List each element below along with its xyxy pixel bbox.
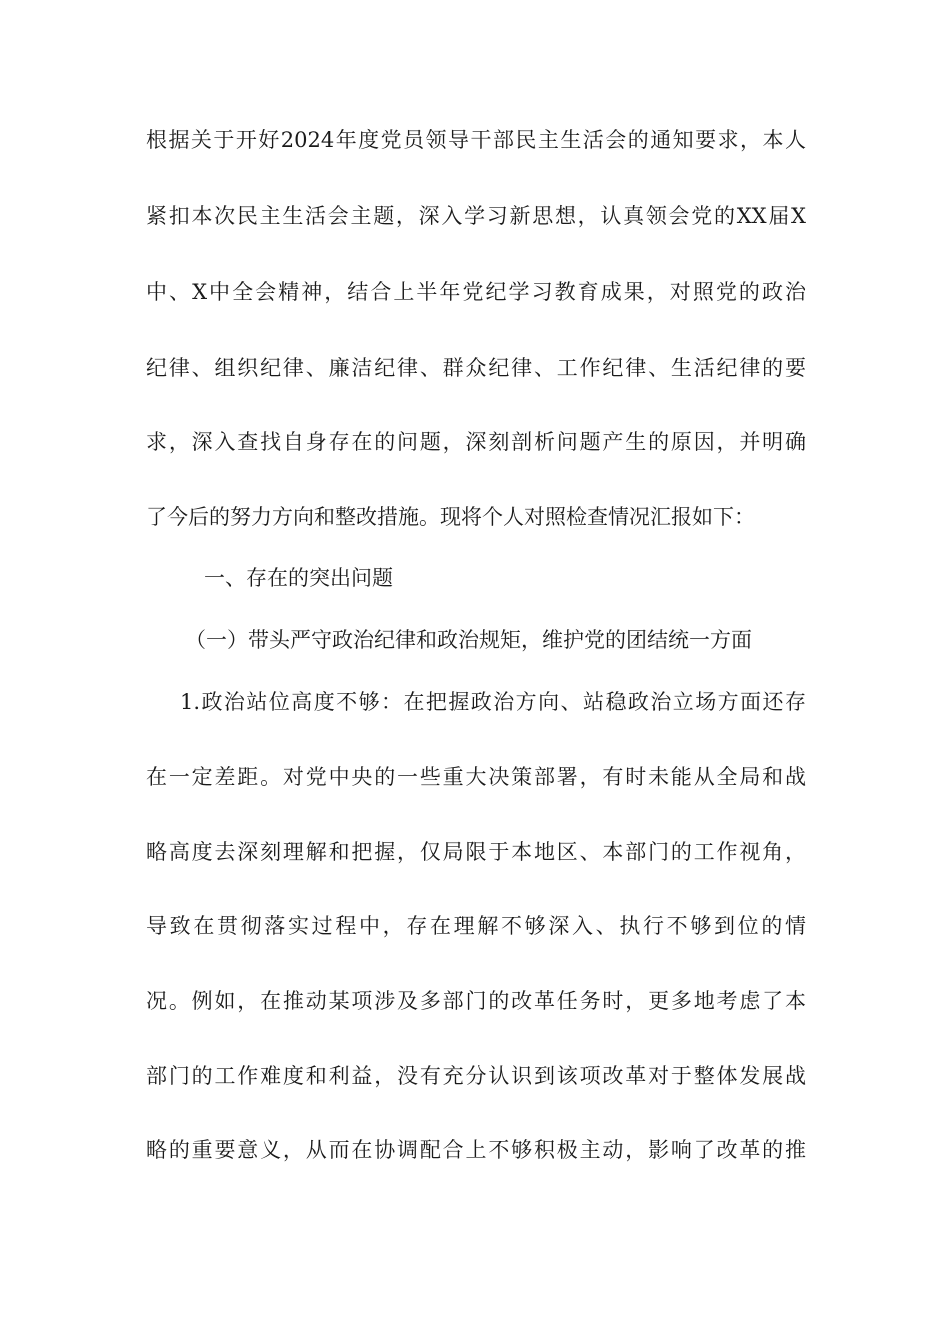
intro-line-1: 根据关于开好2024年度党员领导干部民主生活会的通知要求，本人 — [146, 128, 806, 152]
item-1-line-6: 部门的工作难度和利益，没有充分认识到该项改革对于整体发展战 — [146, 1064, 806, 1088]
subsection-heading: （一）带头严守政治纪律和政治规矩，维护党的团结统一方面 — [185, 628, 752, 652]
intro-line-2: 紧扣本次民主生活会主题，深入学习新思想，认真领会党的XX届X — [146, 204, 806, 228]
intro-line-6: 了今后的努力方向和整改措施。现将个人对照检查情况汇报如下： — [146, 505, 755, 529]
item-1-line-3: 略高度去深刻理解和把握，仅局限于本地区、本部门的工作视角， — [146, 840, 806, 864]
item-1-line-2: 在一定差距。对党中央的一些重大决策部署，有时未能从全局和战 — [146, 765, 806, 789]
item-1-line-5: 况。例如，在推动某项涉及多部门的改革任务时，更多地考虑了本 — [146, 989, 806, 1013]
item-1-line-7: 略的重要意义，从而在协调配合上不够积极主动，影响了改革的推 — [146, 1138, 806, 1162]
item-1-line-4: 导致在贯彻落实过程中，存在理解不够深入、执行不够到位的情 — [146, 914, 806, 938]
item-1-line-1: 1.政治站位高度不够：在把握政治方向、站稳政治立场方面还存 — [180, 690, 806, 714]
section-heading: 一、存在的突出问题 — [204, 566, 393, 590]
intro-line-3: 中、X中全会精神，结合上半年党纪学习教育成果，对照党的政治 — [146, 280, 806, 304]
intro-line-5: 求，深入查找自身存在的问题，深刻剖析问题产生的原因，并明确 — [146, 430, 806, 454]
intro-line-4: 纪律、组织纪律、廉洁纪律、群众纪律、工作纪律、生活纪律的要 — [146, 356, 806, 380]
